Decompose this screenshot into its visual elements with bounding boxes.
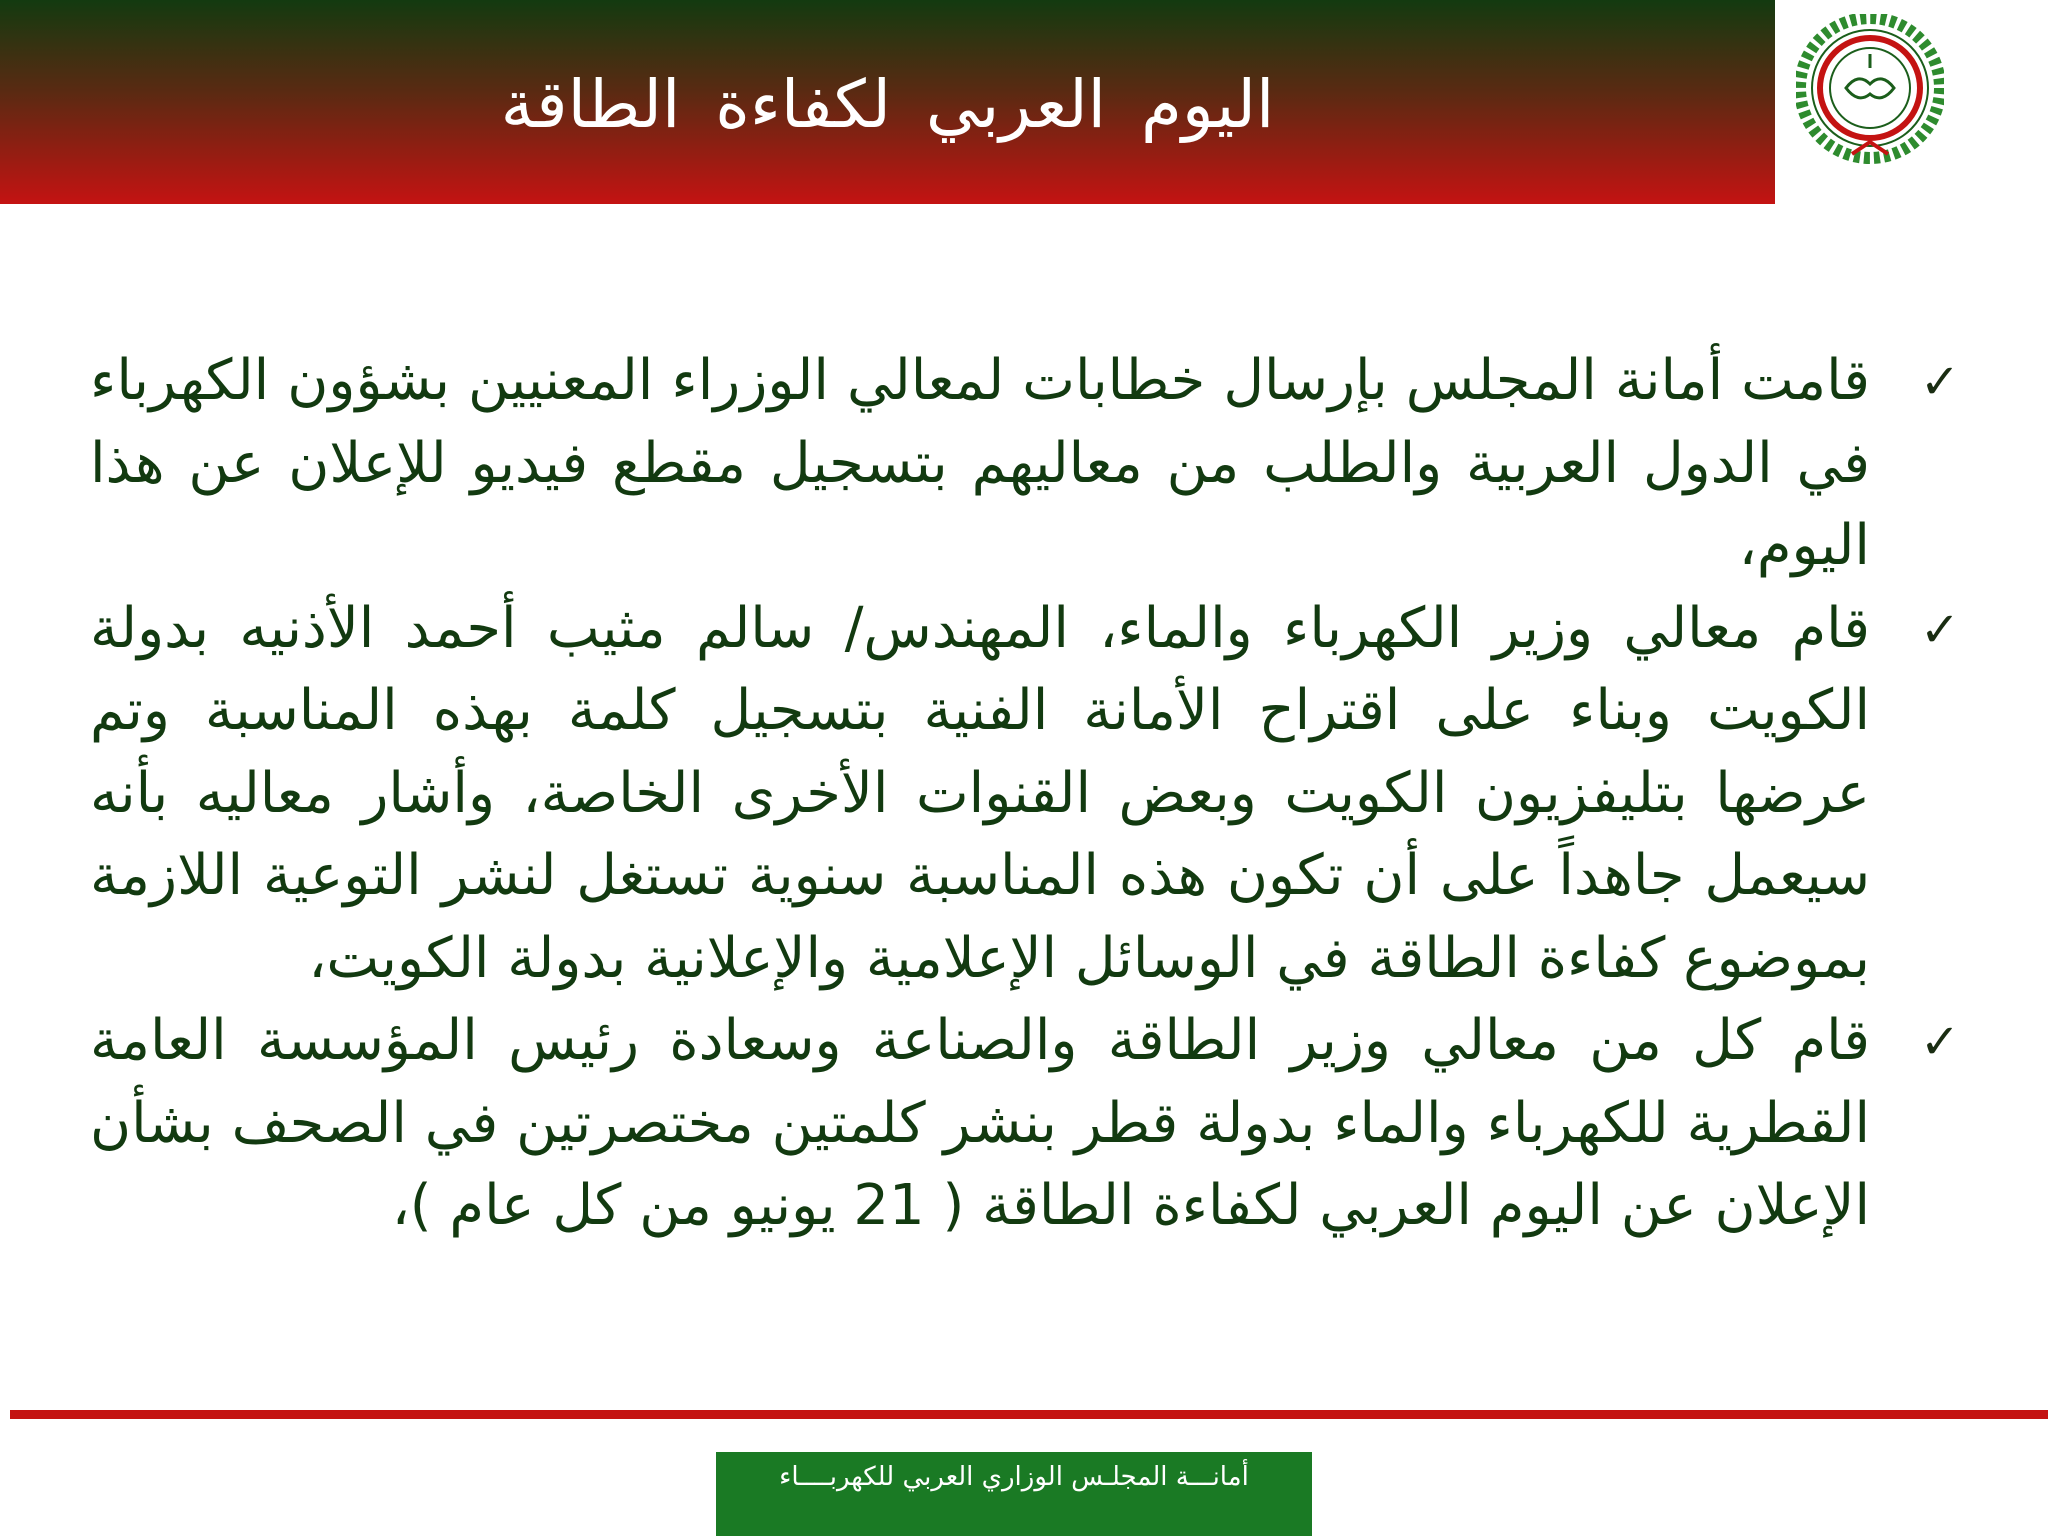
footer-banner xyxy=(716,1452,1312,1536)
list-item-text: قام معالي وزير الكهرباء والماء، المهندس/ سالم مثيب أحمد الأذنيه بدولة الكويت وبناء على اقتراح الأمانة الفنية بتسجيل كلمة بهذه المناسبة وتم عرضها بتليفزيون الكويت وبعض القنوات الأخرى الخاصة، وأشار معاليه بأنه سيعمل جاهداً على أن تكون هذه المناسبة سنوية تستغل لنشر التوعية اللازمة بموضوع كفاءة الطاقة في الوسائل الإعلامية والإعلانية بدولة الكويت، xyxy=(90,595,1870,991)
footer-divider xyxy=(10,1410,2048,1419)
bullet-list xyxy=(90,340,1970,1248)
checkmark-icon: ✓ xyxy=(1919,1014,1961,1070)
title-bar xyxy=(0,0,1775,204)
checkmark-icon: ✓ xyxy=(1919,354,1961,410)
list-item-text: قام كل من معالي وزير الطاقة والصناعة وسعادة رئيس المؤسسة العامة القطرية للكهرباء والماء بدولة قطر بنشر كلمتين مختصرتين في الصحف بشأن الإعلان عن اليوم العربي لكفاءة الطاقة ( 21 يونيو من كل عام )، xyxy=(90,1008,1870,1238)
arab-league-emblem-icon xyxy=(1796,14,1944,166)
list-item xyxy=(90,340,1970,588)
checkmark-icon: ✓ xyxy=(1919,601,1961,658)
list-item-text: قامت أمانة المجلس بإرسال خطابات لمعالي الوزراء المعنيين بشؤون الكهرباء في الدول العربية والطلب من معاليهم بتسجيل مقطع فيديو للإعلان عن هذا اليوم، xyxy=(90,348,1870,578)
list-item xyxy=(90,588,1970,1001)
list-item xyxy=(90,1000,1970,1248)
slide-title: اليوم العربي لكفاءة الطاقة xyxy=(500,66,1275,143)
footer-text: أمانـــة المجلـس الوزاري العربي للكهربــــاء xyxy=(779,1462,1249,1492)
